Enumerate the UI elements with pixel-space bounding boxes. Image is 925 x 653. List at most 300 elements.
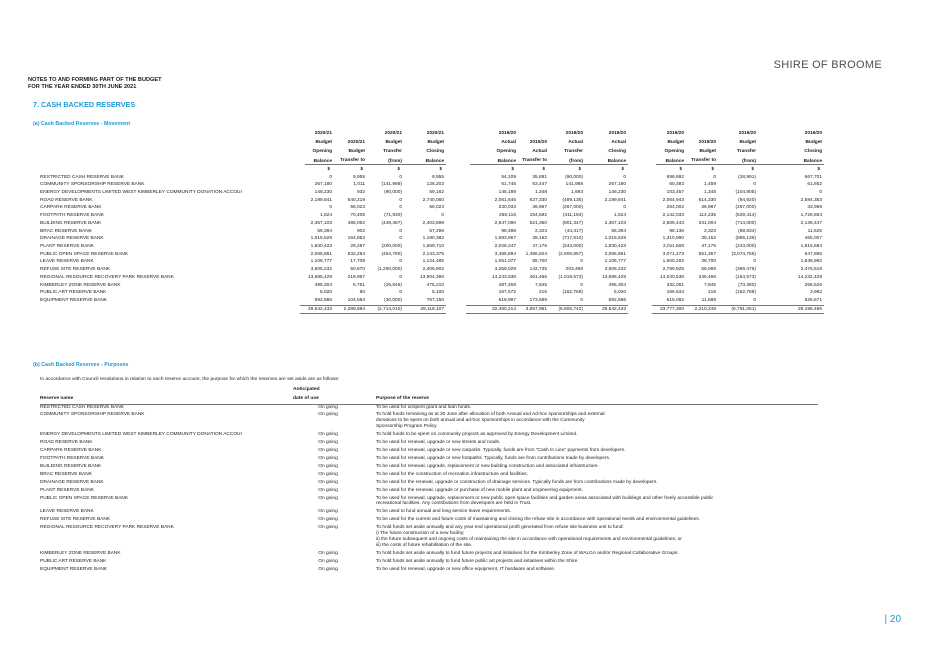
- movement-cell: 218,967: [347, 274, 365, 280]
- movement-col-header-line: Transfer: [383, 149, 402, 155]
- movement-cell: 2,584,353: [800, 197, 822, 203]
- movement-col-header-line: (from): [569, 158, 583, 164]
- movement-cell: 56,023: [429, 205, 444, 211]
- movement-cell: 5,020: [613, 290, 626, 296]
- movement-cell: 167,572: [498, 290, 516, 296]
- movement-row: [40, 189, 830, 197]
- purpose-row: [40, 496, 860, 508]
- movement-col-header: [678, 138, 716, 166]
- movement-total-cell: 3,857,961: [525, 306, 547, 312]
- purpose-text: [376, 488, 851, 494]
- movement-col-header-line: Closing: [804, 149, 822, 155]
- movement-col-header-line: Budget: [427, 140, 444, 146]
- movement-col-header-line: 2019/20: [666, 131, 684, 136]
- movement-cell: 9,955: [431, 174, 444, 180]
- movement-cell: 33,969: [807, 205, 822, 211]
- movement-header-rule: [305, 164, 446, 165]
- movement-cell: 56,394: [611, 228, 626, 234]
- movement-cell: 2,061,646: [494, 197, 516, 203]
- purpose-row: [40, 509, 860, 515]
- movement-cell: 0: [753, 259, 756, 265]
- movement-row: [40, 282, 830, 290]
- movement-cell: 1,310,990: [662, 236, 684, 242]
- purpose-line: ii) the future subsequent and ongoing costs of maintaining the site in accordance with operational requirements and environmental guidelines; or: [376, 537, 682, 542]
- movement-cell: 696,692: [666, 174, 684, 180]
- purposes-head-purpose: Purpose of the reserve: [376, 396, 430, 401]
- movement-cell: 164,853: [347, 236, 365, 242]
- reserve-name: ENERGY DEVELOPMENTS LIMITED WEST KIMBERLEY COMMUNITY DONATION ACCOUI: [40, 189, 242, 195]
- movement-col-header-line: 2019/20: [529, 140, 547, 145]
- movement-cell: 55,700: [532, 259, 547, 265]
- purpose-reserve-name: EQUIPMENT RESERVE BANK: [40, 566, 107, 572]
- movement-cell: 57,296: [429, 228, 444, 234]
- movement-cell: (2,906,857): [558, 251, 583, 257]
- purpose-row: [40, 567, 860, 573]
- purpose-line: recreational facilities. Any contributions from developers are held in Trust.: [376, 501, 532, 507]
- movement-cell: (411,184): [562, 213, 583, 219]
- movement-total-underline: [466, 313, 628, 314]
- movement-cell: 36,967: [532, 205, 547, 211]
- purpose-date-of-use: On going: [318, 525, 338, 531]
- movement-total-underline: [652, 313, 824, 314]
- movement-col-header-line: Balance: [425, 158, 444, 164]
- movement-cell: 0: [713, 174, 716, 180]
- purpose-line: Sponsorship Program Policy.: [376, 424, 438, 430]
- movement-cell: 56,069: [701, 267, 716, 273]
- movement-cell: 1,180,382: [422, 236, 444, 242]
- reserve-name: ROAD RESERVE BANK: [40, 197, 93, 203]
- movement-cell: 2,405,902: [422, 267, 444, 273]
- reserve-name: REGIONAL RESOURCE RECOVERY PARK RESERVE BANK: [40, 274, 174, 280]
- purpose-reserve-name: BRAC RESERVE BANK: [40, 471, 92, 477]
- movement-col-header: [634, 129, 684, 166]
- purpose-line: To be used for renewal, upgrade or new footpaths. Typically, funds are from contributions made by developers.: [376, 456, 611, 461]
- movement-col-header-line: Actual: [611, 140, 626, 146]
- movement-cell: 2,367,103: [604, 220, 626, 226]
- purpose-reserve-name: PLANT RESERVE BANK: [40, 487, 94, 493]
- purpose-row: [40, 559, 860, 565]
- purpose-line: i) The future construction of a new facility;: [376, 531, 465, 537]
- movement-col-header: [712, 129, 756, 166]
- movement-currency: $: [711, 166, 714, 171]
- movement-cell: 2,143,375: [422, 251, 444, 257]
- reserve-name: KIMBERLEY ZONE RESERVE BANK: [40, 282, 121, 288]
- movement-cell: 126,203: [426, 182, 444, 188]
- movement-cell: 3,485,894: [494, 251, 516, 257]
- movement-cell: 341,004: [698, 220, 716, 226]
- purpose-reserve-name: RESTRICTED CASH RESERVE BANK: [40, 404, 124, 410]
- purpose-text: [376, 567, 851, 573]
- movement-cell: (94,920): [738, 197, 756, 203]
- movement-currency: $: [439, 166, 442, 171]
- notes-line-2: FOR THE YEAR ENDED 30TH JUNE 2021: [28, 84, 137, 90]
- movement-col-header-line: 2020/21: [426, 131, 444, 136]
- movement-cell: 1,693,967: [494, 236, 516, 242]
- movement-cell: 0: [329, 205, 332, 211]
- movement-total-cell: 33,777,300: [659, 306, 684, 312]
- movement-cell: 1,659,710: [422, 243, 444, 249]
- purpose-line: iii) the costs of future rehabilitation of the site.: [376, 542, 473, 548]
- reserve-name: COMMUNITY SPONSORSHIP RESERVE BANK: [40, 182, 145, 188]
- movement-col-header-line: Transfer: [564, 149, 583, 155]
- purpose-date-of-use: On going: [318, 404, 338, 410]
- movement-total-cell: (2,714,010): [377, 306, 402, 312]
- purpose-line: To be used for the construction of recreation infrastructure and facilities.: [376, 471, 528, 477]
- movement-cell: 39,152: [701, 236, 716, 242]
- movement-cell: 70,406: [350, 213, 365, 219]
- movement-header-rule: [656, 164, 824, 165]
- page-number: | 20: [884, 614, 901, 625]
- movement-total-cell: 29,118,107: [420, 306, 444, 312]
- movement-cell: 266,526: [804, 282, 822, 288]
- movement-col-header: [774, 129, 822, 166]
- movement-cell: 1,726,854: [800, 213, 822, 219]
- movement-cell: 267,180: [608, 182, 626, 188]
- movement-cell: (88,834): [738, 228, 756, 234]
- reserve-name: BRAC RESERVE BANK: [40, 228, 92, 234]
- purpose-reserve-name: FOOTPATH RESERVE BANK: [40, 456, 104, 461]
- movement-col-header-line: Closing: [608, 149, 626, 155]
- purpose-date-of-use: On going: [318, 479, 338, 485]
- reserve-name: DRAINAGE RESERVE BANK: [40, 236, 104, 242]
- purpose-date-of-use: On going: [318, 448, 338, 454]
- movement-col-header-line: Actual: [501, 140, 516, 146]
- movement-cell: 63,447: [532, 182, 547, 188]
- movement-cell: 5,020: [319, 290, 332, 296]
- purpose-date-of-use: On going: [318, 495, 338, 501]
- movement-cell: 1,459: [703, 182, 716, 188]
- movement-col-header: [396, 129, 444, 166]
- movement-cell: (243,000): [562, 243, 583, 249]
- purposes-title: (b) Cash Backed Reserves - Purposes: [33, 362, 129, 368]
- movement-cell: (717,610): [562, 236, 583, 242]
- movement-col-header-line: Opening: [312, 149, 332, 155]
- movement-currency: $: [511, 166, 514, 171]
- movement-cell: 346,466: [698, 274, 716, 280]
- reserve-name: BUILDING RESERVE BANK: [40, 220, 102, 226]
- purpose-date-of-use: On going: [318, 551, 338, 557]
- purpose-row: [40, 432, 860, 438]
- movement-cell: 230,033: [498, 205, 516, 211]
- purpose-text: [376, 448, 851, 454]
- movement-cell: 1,015,529: [310, 236, 332, 242]
- movement-cell: 216: [707, 290, 716, 296]
- purpose-text: [376, 551, 851, 557]
- movement-cell: 0: [399, 259, 402, 265]
- purpose-row: [40, 525, 860, 549]
- purpose-row: [40, 405, 860, 411]
- movement-cell: 98,136: [669, 228, 684, 234]
- movement-cell: 0: [580, 282, 583, 288]
- purpose-text: [376, 509, 851, 515]
- movement-title: (a) Cash Backed Reserves - Movement: [33, 121, 131, 127]
- movement-cell: 0: [623, 205, 626, 211]
- movement-row: [40, 274, 830, 282]
- purpose-text: [376, 405, 851, 411]
- movement-cell: 1,830,423: [310, 243, 332, 249]
- movement-row: [40, 228, 830, 236]
- purpose-text: [376, 472, 851, 478]
- movement-col-header-line: Actual: [532, 149, 547, 155]
- movement-cell: 2,136,447: [800, 220, 822, 226]
- movement-cell: 1,524: [613, 213, 626, 219]
- movement-total-cell: 2,289,684: [343, 306, 365, 312]
- movement-cell: 267,180: [314, 182, 332, 188]
- notes-heading: [28, 77, 162, 91]
- movement-cell: 14,232,429: [797, 274, 822, 280]
- movement-col-header-line: 2019/20: [804, 131, 822, 136]
- purposes-head-date-1: Anticipated: [293, 387, 320, 392]
- movement-cell: (154,573): [735, 274, 756, 280]
- movement-row: [40, 174, 830, 182]
- movement-col-header-line: Budget: [385, 140, 402, 146]
- movement-cell: 54,109: [501, 174, 516, 180]
- movement-cell: 0: [399, 174, 402, 180]
- movement-cell: 264,002: [666, 205, 684, 211]
- movement-cell: 0: [753, 298, 756, 304]
- purpose-line: To be used for renewal, upgrade or new streets and roads.: [376, 440, 501, 446]
- movement-col-header: [282, 129, 332, 166]
- movement-cell: 1,638,992: [800, 259, 822, 265]
- movement-cell: (1,250,000): [377, 267, 402, 273]
- movement-cell: 148,230: [608, 189, 626, 195]
- movement-cell: 61,852: [807, 182, 822, 188]
- movement-cell: 515,082: [666, 298, 684, 304]
- movement-cell: 39,152: [532, 236, 547, 242]
- movement-cell: (30,000): [384, 298, 402, 304]
- purpose-reserve-name: PUBLIC OPEN SPACE RESERVE BANK: [40, 495, 129, 501]
- purpose-line: To hold funds set aside annually and any year end operational profit generated from refuse site business unit to fund:: [376, 525, 624, 531]
- movement-cell: 692,586: [314, 298, 332, 304]
- movement-cell: 50,670: [350, 267, 365, 273]
- movement-cell: 465,007: [804, 236, 822, 242]
- purpose-row: [40, 472, 860, 478]
- movement-row: [40, 235, 830, 243]
- movement-cell: 551,367: [698, 251, 716, 257]
- movement-cell: 332,061: [666, 282, 684, 288]
- purpose-line: To be used for renewal, upgrade or new office equipment, IT hardware and software.: [376, 566, 556, 572]
- purpose-text: [376, 517, 851, 523]
- purpose-line: To be used for the renewal, upgrade or construction of drainage services. Typically funds are from contributions made by developers.: [376, 479, 658, 485]
- movement-col-header-line: Balance: [665, 158, 684, 164]
- movement-cell: 1,600,292: [662, 259, 684, 265]
- movement-cell: 1,348: [703, 189, 716, 195]
- movement-cell: 38,700: [701, 259, 716, 265]
- movement-col-header-line: Budget: [699, 149, 716, 155]
- movement-total-cell: 29,542,433: [307, 306, 332, 312]
- purpose-text: [376, 440, 851, 446]
- purpose-date-of-use: On going: [318, 471, 338, 477]
- purpose-row: [40, 448, 860, 454]
- purpose-text: [376, 464, 851, 470]
- movement-cell: 258,116: [499, 213, 516, 219]
- movement-row: [40, 251, 830, 259]
- movement-cell: 2,199,841: [604, 197, 626, 203]
- purpose-date-of-use: On going: [318, 463, 338, 469]
- purpose-reserve-name: COMMUNITY SPONSORSHIP RESERVE BANK: [40, 412, 145, 418]
- movement-cell: (267,000): [735, 205, 756, 211]
- movement-cell: 13,904,396: [419, 274, 444, 280]
- movement-cell: 56,023: [350, 205, 365, 211]
- movement-cell: (885,135): [735, 236, 756, 242]
- movement-cell: 1,106,777: [604, 259, 626, 265]
- movement-col-header-line: Opening: [664, 149, 684, 155]
- movement-total-cell: (6,791,051): [731, 306, 756, 312]
- purpose-date-of-use: On going: [318, 487, 338, 493]
- movement-cell: 461,466: [529, 274, 547, 280]
- movement-cell: 35,891: [532, 174, 547, 180]
- movement-cell: (104,805): [735, 189, 756, 195]
- movement-currency: $: [621, 166, 624, 171]
- movement-cell: 104,584: [347, 298, 365, 304]
- movement-cell: 7,845: [703, 282, 716, 288]
- movement-cell: 2,740,060: [422, 197, 444, 203]
- purpose-line: To hold funds set aside annually to fund future public art projects and initiatives within the Shire.: [376, 559, 579, 564]
- movement-col-header-line: Budget: [739, 140, 756, 146]
- reserve-name: CARPARK RESERVE BANK: [40, 205, 102, 211]
- movement-cell: 2,323: [534, 228, 547, 234]
- movement-cell: 2,647,090: [494, 220, 516, 226]
- movement-currency: $: [751, 166, 754, 171]
- movement-row: [40, 204, 830, 212]
- purposes-intro: In accordance with Council resolutions in relation to each reserve account, the purpose for which the reserves are set aside are as follows:: [40, 377, 340, 382]
- movement-col-header-line: (from): [742, 158, 756, 164]
- purpose-date-of-use: On going: [318, 412, 338, 418]
- purpose-line: To be used for renewal, upgrade or new carparks. Typically, funds are from "Cash In Lieu" payments from developers.: [376, 448, 626, 454]
- movement-cell: (73,380): [738, 282, 756, 288]
- purpose-line: To be used to fund annual and long service leave requirements.: [376, 509, 511, 515]
- movement-cell: 485,062: [347, 220, 365, 226]
- movement-col-header-line: (from): [388, 158, 402, 164]
- reserve-name: REFUSE SITE RESERVE BANK: [40, 267, 111, 273]
- purpose-line: To be used for the renewal, upgrade or purchase of new mobile plant and engineering equipment.: [376, 487, 583, 493]
- movement-col-header-line: Transfer to: [340, 158, 365, 164]
- movement-cell: 13,685,429: [601, 274, 626, 280]
- purpose-date-of-use: On going: [318, 440, 338, 446]
- movement-cell: (714,000): [735, 220, 756, 226]
- movement-col-header-line: 2020/21: [314, 131, 332, 136]
- movement-row: [40, 212, 830, 220]
- movement-cell: 1,015,529: [604, 236, 626, 242]
- purpose-reserve-name: PUBLIC ART RESERVE BANK: [40, 559, 107, 564]
- movement-cell: 2,011,508: [663, 243, 684, 249]
- purpose-row: [40, 464, 860, 470]
- movement-cell: (369,476): [735, 267, 756, 273]
- movement-cell: 2,403,698: [422, 220, 444, 226]
- movement-cell: 3,605,232: [310, 267, 332, 273]
- reserve-name: EQUIPMENT RESERVE BANK: [40, 298, 107, 304]
- purpose-date-of-use: On going: [318, 566, 338, 572]
- movement-cell: 47,176: [532, 243, 547, 249]
- movement-cell: (44,417): [565, 228, 583, 234]
- movement-cell: 29,287: [350, 243, 365, 249]
- movement-cell: 518,997: [498, 298, 516, 304]
- purpose-line: To hold funds set aside annually to fund future projects and initiatives for the Kimberley Zone of WALGA and/or Regional Collaborative Groups.: [376, 551, 679, 557]
- movement-cell: (243,000): [735, 243, 756, 249]
- movement-cell: 14,243,536: [491, 274, 516, 280]
- movement-cell: 154,592: [529, 213, 547, 219]
- movement-cell: 1,106,777: [310, 259, 332, 265]
- movement-cell: 141,988: [565, 182, 583, 188]
- movement-col-header-line: Transfer to: [522, 158, 547, 164]
- movement-cell: 59,162: [429, 189, 444, 195]
- movement-cell: 2,065,861: [604, 251, 626, 257]
- movement-col-header-line: Transfer: [737, 149, 756, 155]
- movement-cell: 7,845: [534, 282, 547, 288]
- purpose-reserve-name: ROAD RESERVE BANK: [40, 440, 93, 446]
- movement-col-header-line: 2020/21: [384, 131, 402, 136]
- movement-cell: 142,735: [529, 267, 547, 273]
- movement-cell: 56,394: [317, 228, 332, 234]
- reserve-name: RESTRICTED CASH RESERVE BANK: [40, 174, 124, 180]
- notes-line-1: NOTES TO AND FORMING PART OF THE BUDGET: [28, 77, 162, 83]
- movement-cell: (162,768): [562, 290, 583, 296]
- purpose-reserve-name: LEAVE RESERVE BANK: [40, 509, 94, 515]
- movement-cell: 103,457: [666, 189, 684, 195]
- movement-cell: 1,830,423: [604, 243, 626, 249]
- movement-cell: 2,199,841: [310, 197, 332, 203]
- movement-col-header-line: Balance: [313, 158, 332, 164]
- movement-cell: 0: [399, 236, 402, 242]
- movement-col-header-line: Budget: [667, 140, 684, 146]
- movement-cell: 60,393: [669, 182, 684, 188]
- movement-col-header-line: 2019/20: [608, 131, 626, 136]
- movement-row: [40, 289, 830, 297]
- movement-total-row: [40, 306, 830, 314]
- movement-cell: 767,150: [426, 298, 444, 304]
- purpose-line: To be used for the current and future costs of maintaining and closing the refuse site in accordance with operational needs and environmental guidelines.: [376, 517, 700, 523]
- movement-cell: 547,885: [804, 251, 822, 257]
- movement-col-header-line: 2019/20: [565, 131, 583, 136]
- movement-cell: 532,294: [347, 251, 365, 257]
- movement-cell: 11,589: [701, 298, 716, 304]
- purpose-text: [376, 525, 851, 549]
- purpose-reserve-name: CARPARK RESERVE BANK: [40, 448, 102, 454]
- movement-cell: 2,026,247: [494, 243, 516, 249]
- movement-col-header: [578, 129, 626, 166]
- movement-total-cell: (6,805,742): [558, 306, 583, 312]
- movement-cell: 13,685,429: [307, 274, 332, 280]
- movement-cell: 3,605,232: [604, 267, 626, 273]
- purpose-text: [376, 432, 851, 438]
- movement-cell: (267,000): [562, 205, 583, 211]
- movement-cell: (28,991): [738, 174, 756, 180]
- reserve-name: FOOTPATH RESERVE BANK: [40, 213, 104, 219]
- movement-cell: 487,459: [498, 282, 516, 288]
- reserve-name: PUBLIC OPEN SPACE RESERVE BANK: [40, 251, 129, 257]
- purpose-date-of-use: On going: [318, 432, 338, 438]
- movement-cell: (141,988): [381, 182, 402, 188]
- movement-cell: 0: [399, 197, 402, 203]
- movement-cell: (529,414): [735, 213, 756, 219]
- movement-col-header-line: Transfer to: [691, 158, 716, 164]
- movement-cell: 495,304: [608, 282, 626, 288]
- movement-cell: 2,789,925: [662, 267, 684, 273]
- movement-cell: 1,815,684: [800, 243, 822, 249]
- movement-col-header-line: Budget: [348, 149, 365, 155]
- movement-cell: 166,534: [666, 290, 684, 296]
- purpose-row: [40, 440, 860, 446]
- movement-cell: (90,000): [384, 189, 402, 195]
- movement-cell: (489,135): [562, 197, 583, 203]
- movement-cell: 80: [359, 290, 365, 296]
- movement-cell: (448,467): [381, 220, 402, 226]
- movement-currency: $: [817, 166, 820, 171]
- movement-cell: 5,100: [431, 290, 444, 296]
- movement-cell: 14,040,536: [659, 274, 684, 280]
- purpose-date-of-use: On going: [318, 509, 338, 515]
- movement-cell: 0: [580, 259, 583, 265]
